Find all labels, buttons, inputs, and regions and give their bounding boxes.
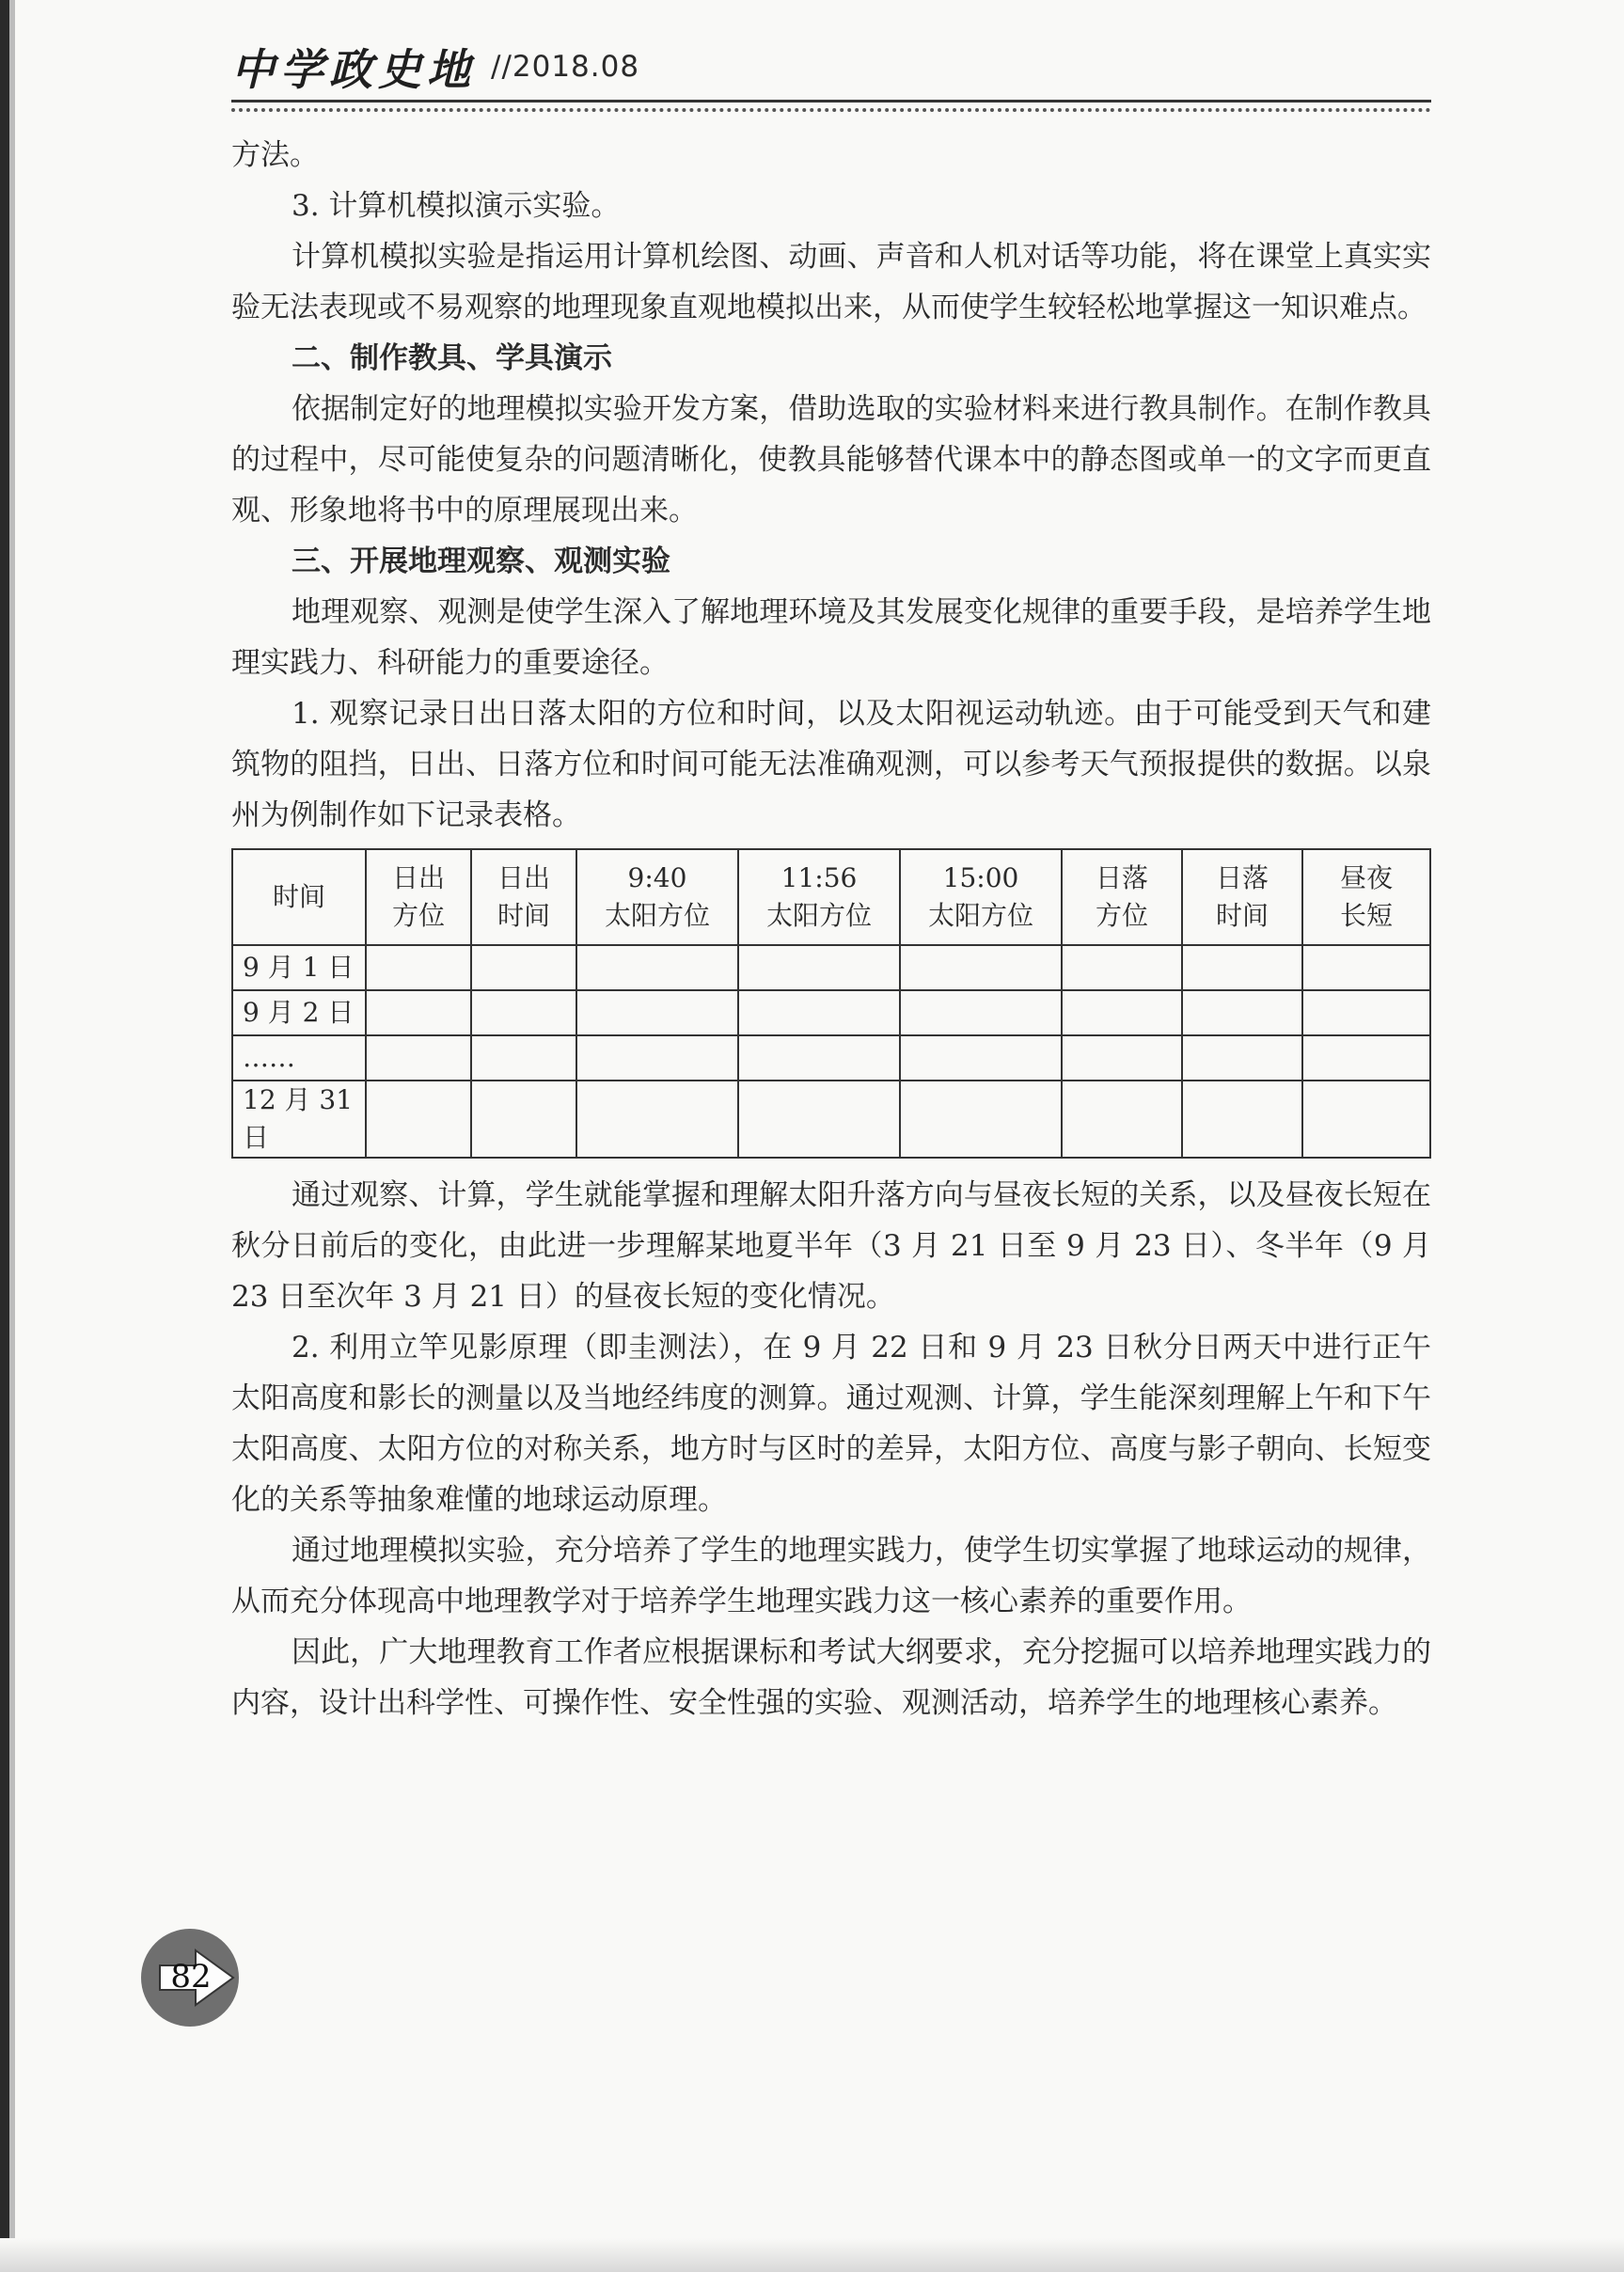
header-cell-text: 昼夜 xyxy=(1339,862,1393,893)
empty-cell xyxy=(1302,990,1430,1035)
header-cell-text: 11:56 xyxy=(780,862,858,893)
paragraph: 方法。 xyxy=(231,138,319,172)
empty-cell xyxy=(1182,945,1302,990)
paragraph: 通过观察、计算，学生就能掌握和理解太阳升落方向与昼夜长短的关系，以及昼夜长短在秋分日前后的变化，由此进一步理解某地夏半年（3 月 21 日至 9 月 23 日）、冬半年（9 月 23 日至次年 3 月 21 日）的昼夜长短的变化情况。 xyxy=(231,1178,1431,1314)
header-cell-sunset-direction xyxy=(1062,849,1182,945)
header-cell-text: 方位 xyxy=(391,900,445,931)
header-cell-text: 太阳方位 xyxy=(604,900,710,931)
paragraph: 3. 计算机模拟演示实验。 xyxy=(292,189,621,223)
header-cell-text: 日出 xyxy=(391,862,445,893)
binding-edge xyxy=(0,0,15,2272)
empty-cell xyxy=(1302,1035,1430,1081)
header-cell-text: 时间 xyxy=(272,881,325,912)
paragraph: 计算机模拟实验是指运用计算机绘图、动画、声音和人机对话等功能，将在课堂上真实实验无法表现或不易观察的地理现象直观地模拟出来，从而使学生较轻松地掌握这一知识难点。 xyxy=(231,240,1431,324)
page-number: 82 xyxy=(170,1958,212,1996)
empty-cell xyxy=(471,1035,576,1081)
empty-cell xyxy=(576,1081,738,1158)
empty-cell xyxy=(366,1081,471,1158)
issue-date: //2018.08 xyxy=(491,50,640,84)
empty-cell xyxy=(366,945,471,990)
empty-cell xyxy=(1182,990,1302,1035)
header-cell-sun-1156 xyxy=(738,849,900,945)
running-header xyxy=(231,34,639,100)
header-cell-text: 方位 xyxy=(1095,900,1148,931)
header-cell-sun-1500 xyxy=(900,849,1062,945)
empty-cell xyxy=(576,945,738,990)
empty-cell xyxy=(1302,1081,1430,1158)
empty-cell xyxy=(738,1035,900,1081)
header-cell-text: 太阳方位 xyxy=(927,900,1033,931)
table-row xyxy=(232,990,1430,1035)
empty-cell xyxy=(900,945,1062,990)
header-cell-text: 日落 xyxy=(1095,862,1148,893)
header-rule xyxy=(231,100,1431,103)
header-cell-sunrise-direction xyxy=(366,849,471,945)
page-bottom-edge xyxy=(0,2238,1624,2272)
header-cell-text: 9:40 xyxy=(627,862,687,893)
empty-cell xyxy=(471,1081,576,1158)
table-row xyxy=(232,945,1430,990)
empty-cell xyxy=(471,945,576,990)
table-row xyxy=(232,1081,1430,1158)
paragraph: 地理观察、观测是使学生深入了解地理环境及其发展变化规律的重要手段，是培养学生地理实践力、科研能力的重要途径。 xyxy=(231,595,1431,680)
paragraph: 通过地理模拟实验，充分培养了学生的地理实践力，使学生切实掌握了地球运动的规律，从而充分体现高中地理教学对于培养学生地理实践力这一核心素养的重要作用。 xyxy=(231,1534,1431,1618)
section-heading: 二、制作教具、学具演示 xyxy=(292,341,612,375)
empty-cell xyxy=(1062,990,1182,1035)
paragraph: 1. 观察记录日出日落太阳的方位和时间，以及太阳视运动轨迹。由于可能受到天气和建筑物的阻挡，日出、日落方位和时间可能无法准确观测，可以参考天气预报提供的数据。以泉州为例制作如下记录表格。 xyxy=(231,697,1431,832)
empty-cell xyxy=(900,990,1062,1035)
header-cell-sunset-time xyxy=(1182,849,1302,945)
header-cell-day-length xyxy=(1302,849,1430,945)
header-cell-text: 时间 xyxy=(1215,900,1269,931)
empty-cell xyxy=(900,1081,1062,1158)
paragraph: 依据制定好的地理模拟实验开发方案，借助选取的实验材料来进行教具制作。在制作教具的过程中，尽可能使复杂的问题清晰化，使教具能够替代课本中的静态图或单一的文字而更直观、形象地将书中的原理展现出来。 xyxy=(231,392,1431,528)
article-body xyxy=(231,130,1431,1728)
row-date-cell: 9 月 1 日 xyxy=(232,945,366,990)
header-cell-sun-0940 xyxy=(576,849,738,945)
empty-cell xyxy=(576,990,738,1035)
header-cell-text: 日落 xyxy=(1215,862,1269,893)
table-header-row xyxy=(232,849,1430,945)
header-cell-time xyxy=(232,849,366,945)
empty-cell xyxy=(471,990,576,1035)
empty-cell xyxy=(1302,945,1430,990)
empty-cell xyxy=(900,1035,1062,1081)
empty-cell xyxy=(1182,1081,1302,1158)
header-cell-sunrise-time xyxy=(471,849,576,945)
empty-cell xyxy=(738,945,900,990)
journal-name: 中学政史地 xyxy=(231,44,476,95)
empty-cell xyxy=(1062,1035,1182,1081)
header-cell-text: 时间 xyxy=(497,900,550,931)
row-date-cell: …… xyxy=(232,1035,366,1081)
header-cell-text: 长短 xyxy=(1339,900,1393,931)
empty-cell xyxy=(738,1081,900,1158)
empty-cell xyxy=(1062,1081,1182,1158)
empty-cell xyxy=(366,990,471,1035)
observation-record-table xyxy=(231,848,1431,1159)
empty-cell xyxy=(366,1035,471,1081)
section-heading: 三、开展地理观察、观测实验 xyxy=(292,544,670,578)
paragraph: 2. 利用立竿见影原理（即圭测法），在 9 月 22 日和 9 月 23 日秋分日两天中进行正午太阳高度和影长的测量以及当地经纬度的测算。通过观测、计算，学生能深刻理解上午和下午太阳高度、太阳方位的对称关系，地方时与区时的差异，太阳方位、高度与影子朝向、长短变化的关系等抽象难懂的地球运动原理。 xyxy=(231,1331,1431,1517)
row-date-cell: 9 月 2 日 xyxy=(232,990,366,1035)
header-cell-text: 日出 xyxy=(497,862,550,893)
empty-cell xyxy=(1182,1035,1302,1081)
paragraph: 因此，广大地理教育工作者应根据课标和考试大纲要求，充分挖掘可以培养地理实践力的内容，设计出科学性、可操作性、安全性强的实验、观测活动，培养学生的地理核心素养。 xyxy=(231,1635,1431,1720)
header-cell-text: 15:00 xyxy=(942,862,1019,893)
empty-cell xyxy=(738,990,900,1035)
empty-cell xyxy=(576,1035,738,1081)
header-dotted-rule xyxy=(231,108,1431,112)
row-date-cell: 12 月 31 日 xyxy=(232,1081,366,1158)
empty-cell xyxy=(1062,945,1182,990)
table-row xyxy=(232,1035,1430,1081)
header-cell-text: 太阳方位 xyxy=(765,900,872,931)
